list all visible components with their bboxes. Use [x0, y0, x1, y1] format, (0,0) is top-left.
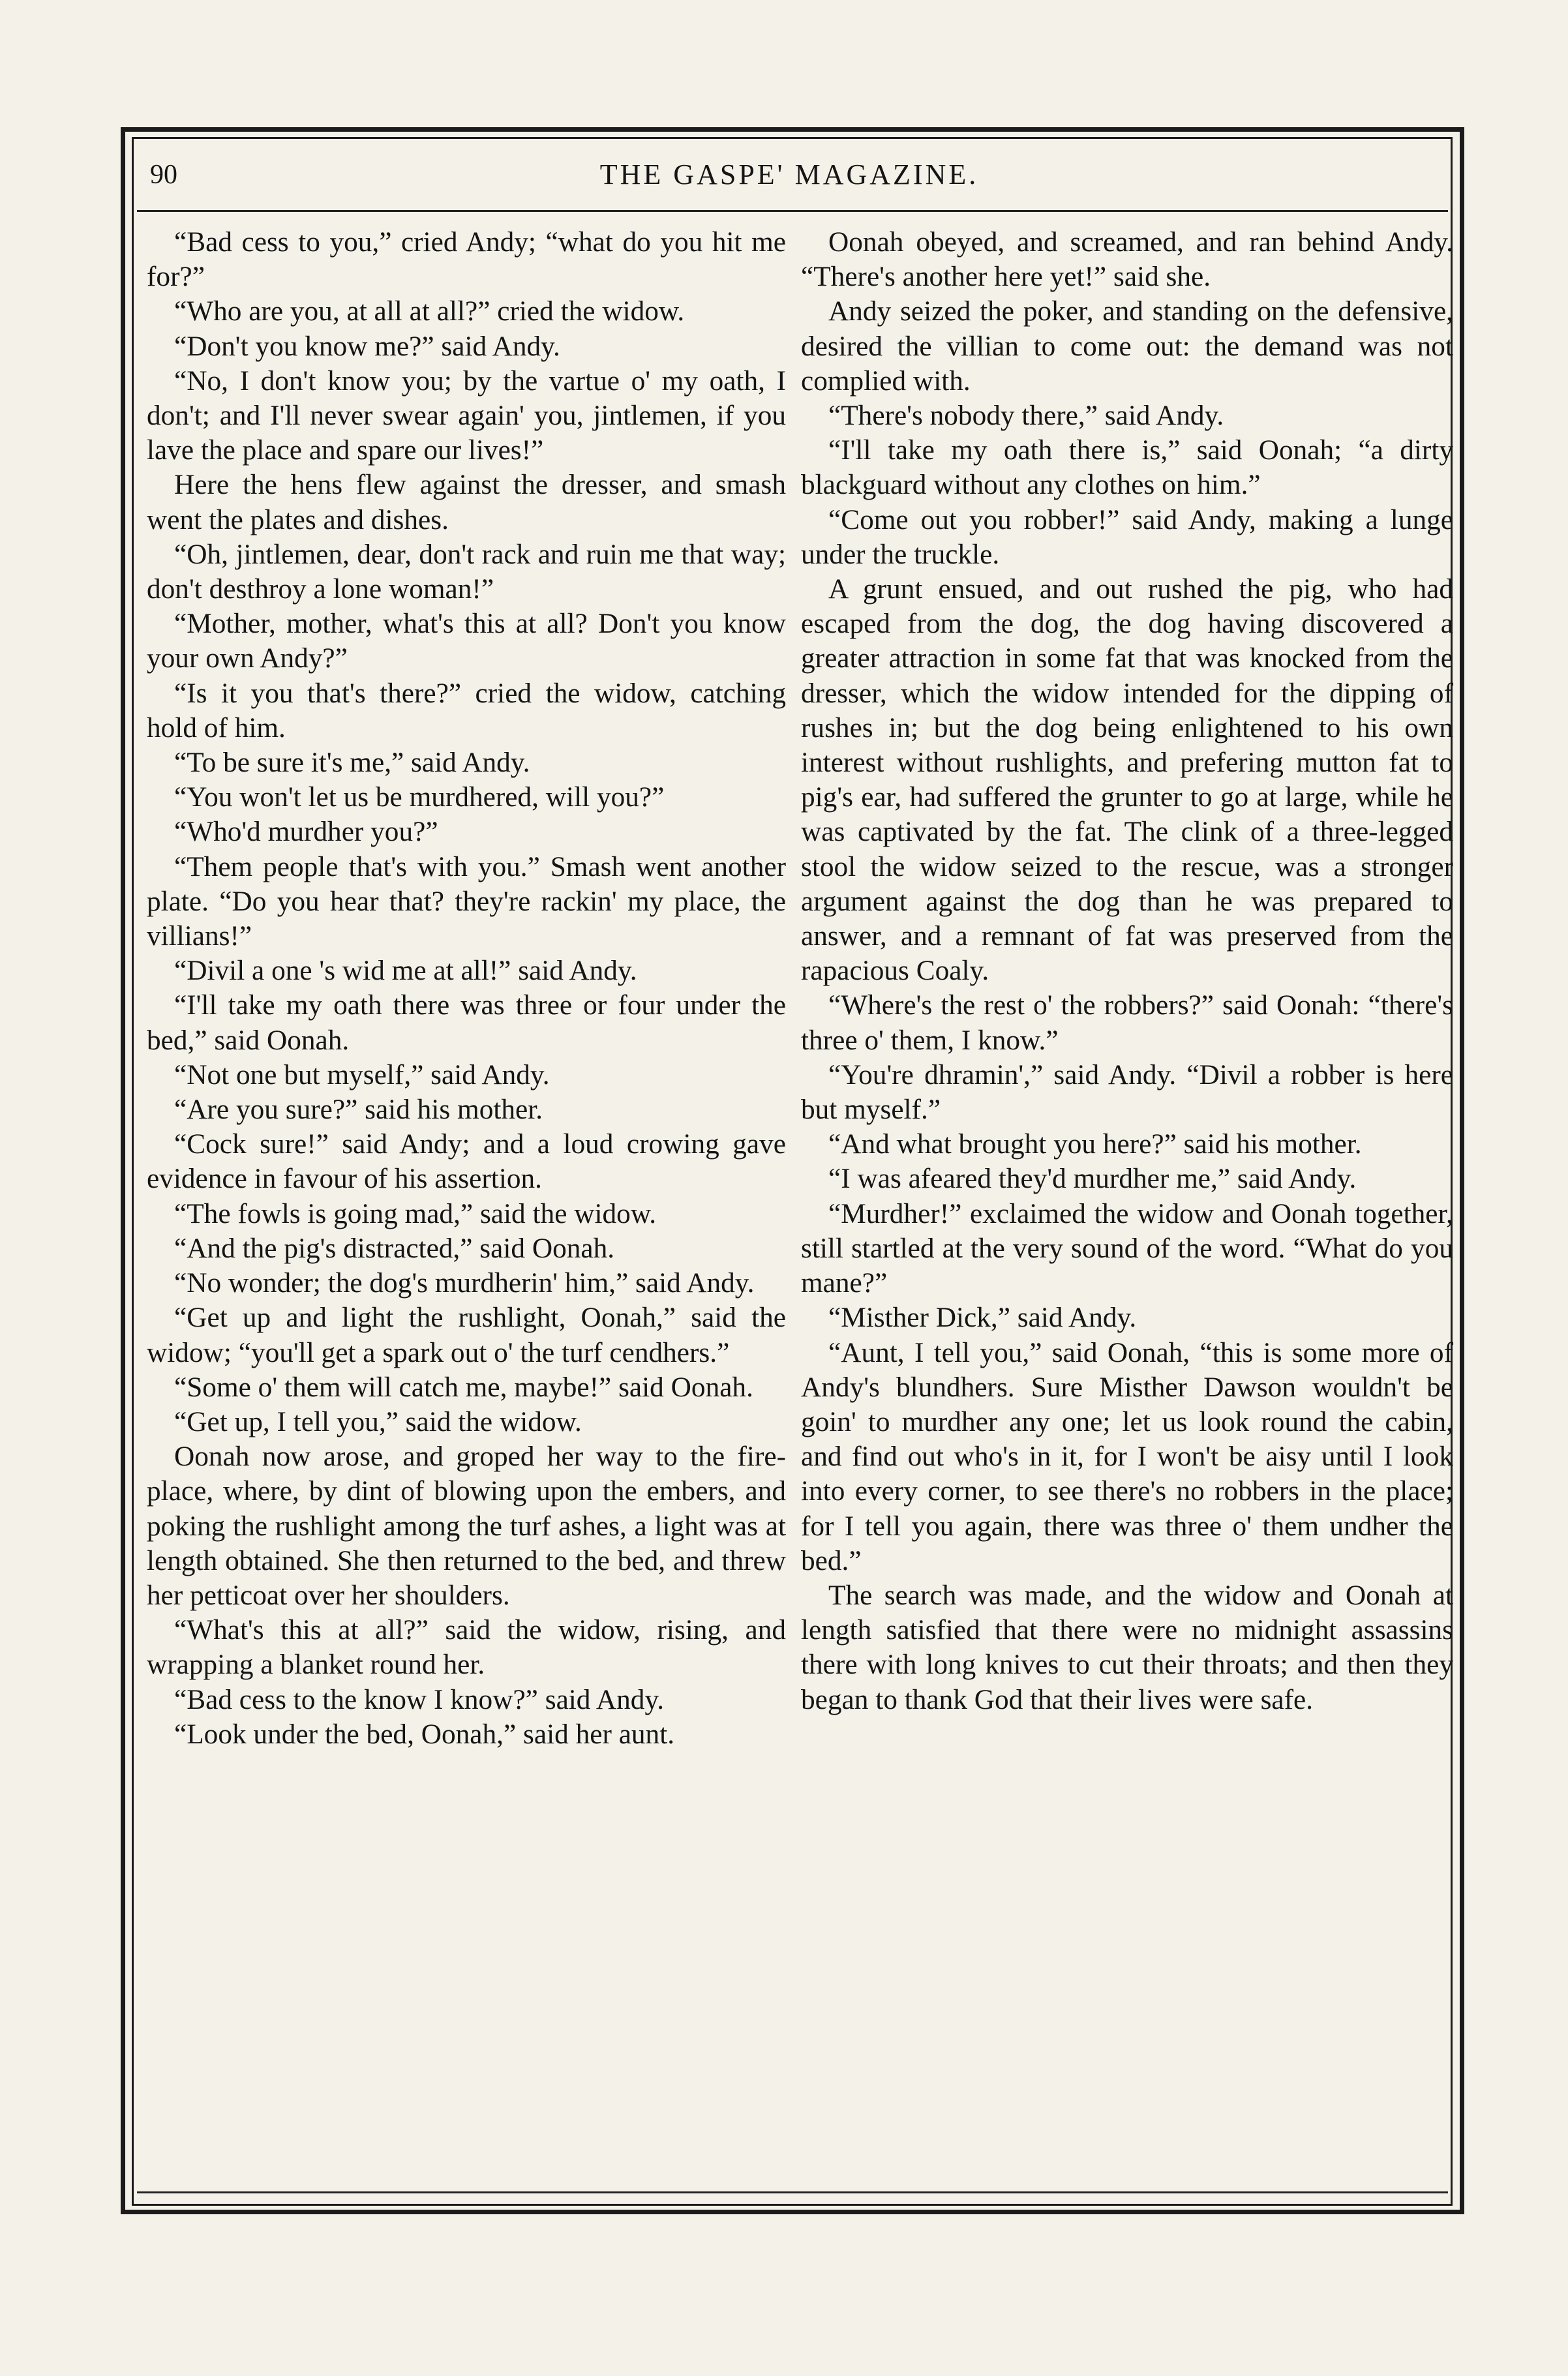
left-paragraph: “Look under the bed, Oonah,” said her aunt. [174, 1718, 675, 1750]
right-paragraph: Andy seized the poker, and standing on the defensive, desired the villian to come out: the demand was not complied with. [801, 295, 1453, 397]
left-paragraph: “Cock sure!” said Andy; and a loud crowing gave evidence in favour of his assertion. [147, 1128, 786, 1195]
right-paragraph: “Where's the rest o' the robbers?” said Oonah: “there's three o' them, I know.” [801, 989, 1453, 1056]
right-paragraph: “And what brought you here?” said his mother. [828, 1128, 1362, 1160]
right-paragraph: “I'll take my oath there is,” said Oonah; “a dirty blackguard without any clothes on him.” [801, 434, 1453, 501]
left-column [147, 225, 786, 1752]
left-paragraph: “No, I don't know you; by the vartue o' my oath, I don't; and I'll never swear again' you, jintlemen, if you lave the place and spare our lives!” [147, 365, 786, 466]
left-paragraph: “Is it you that's there?” cried the widow, catching hold of him. [147, 677, 786, 744]
right-paragraph: Oonah obeyed, and screamed, and ran behind Andy. “There's another here yet!” said she. [801, 226, 1453, 293]
right-paragraph: “I was afeared they'd murdher me,” said Andy. [828, 1163, 1357, 1195]
left-paragraph: “And the pig's distracted,” said Oonah. [174, 1232, 615, 1264]
left-paragraph: Oonah now arose, and groped her way to the fire-place, where, by dint of blowing upon the embers, and poking the rushlight among the turf ashes, a light was at length obtained. She then returned to the bed, and threw her petticoat over her shoulders. [147, 1441, 786, 1611]
left-paragraph: “Bad cess to you,” cried Andy; “what do you hit me for?” [147, 226, 786, 293]
footer-rule [137, 2191, 1448, 2193]
left-paragraph: “You won't let us be murdhered, will you?” [174, 781, 665, 813]
left-paragraph: “Divil a one 's wid me at all!” said Andy. [174, 955, 637, 987]
left-paragraph: “The fowls is going mad,” said the widow. [174, 1197, 657, 1229]
right-paragraph: “Murdher!” exclaimed the widow and Oonah together, still startled at the very sound of the word. “What do you mane?” [801, 1197, 1453, 1299]
right-paragraph: “Come out you robber!” said Andy, making a lunge under the truckle. [801, 504, 1453, 570]
left-paragraph: “Mother, mother, what's this at all? Don't you know your own Andy?” [147, 608, 786, 674]
right-paragraph: “You're dhramin',” said Andy. “Divil a robber is here but myself.” [801, 1059, 1453, 1126]
left-paragraph: “Get up and light the rushlight, Oonah,” said the widow; “you'll get a spark out o' the turf cendhers.” [147, 1302, 786, 1368]
right-paragraph: “Aunt, I tell you,” said Oonah, “this is some more of Andy's blundhers. Sure Misther Dawson wouldn't be goin' to murdher any one; let us look round the cabin, and find out who's in it, for I won't be aisy until I look into every corner, to see there's no robbers in the place; for I tell you again, there was three o' them undher the bed.” [801, 1336, 1453, 1576]
left-paragraph: Here the hens flew against the dresser, and smash went the plates and dishes. [147, 469, 786, 535]
left-paragraph: “No wonder; the dog's murdherin' him,” said Andy. [174, 1267, 755, 1299]
left-paragraph: “Some o' them will catch me, maybe!” said Oonah. [174, 1371, 753, 1403]
left-paragraph: “Bad cess to the know I know?” said Andy. [174, 1683, 665, 1715]
left-paragraph: “Who are you, at all at all?” cried the widow. [174, 295, 685, 327]
left-paragraph: “Oh, jintlemen, dear, don't rack and ruin me that way; don't desthroy a lone woman!” [147, 538, 786, 605]
page-number: 90 [150, 160, 177, 190]
left-paragraph: “Them people that's with you.” Smash went another plate. “Do you hear that? they're rackin' my place, the villians!” [147, 850, 786, 952]
right-paragraph: “Misther Dick,” said Andy. [828, 1302, 1137, 1334]
left-paragraph: “What's this at all?” said the widow, rising, and wrapping a blanket round her. [147, 1614, 786, 1681]
left-paragraph: “Who'd murdher you?” [174, 816, 438, 848]
page-header [137, 155, 1441, 207]
right-paragraph: A grunt ensued, and out rushed the pig, who had escaped from the dog, the dog having discovered a greater attraction in some fat that was knocked from the dresser, which the widow intended for the dipping of rushes in; but the dog being enlightened to his own interest without rushlights, and prefering mutton fat to pig's ear, had suffered the grunter to go at large, while he was captivated by the fat. The clink of a three-legged stool the widow seized to the rescue, was a stronger argument against the dog than he was prepared to answer, and a remnant of fat was preserved from the rapacious Coaly. [801, 573, 1453, 987]
left-paragraph: “Get up, I tell you,” said the widow. [174, 1406, 582, 1437]
right-paragraph: The search was made, and the widow and Oonah at length satisfied that there were no midnight assassins there with long knives to cut their throats; and then they began to thank God that their lives were safe. [801, 1579, 1453, 1715]
left-paragraph: “Don't you know me?” said Andy. [174, 330, 560, 362]
header-rule [137, 210, 1448, 212]
left-paragraph: “I'll take my oath there was three or four under the bed,” said Oonah. [147, 989, 786, 1056]
left-paragraph: “Not one but myself,” said Andy. [174, 1059, 550, 1090]
right-paragraph: “There's nobody there,” said Andy. [828, 400, 1224, 432]
left-paragraph: “Are you sure?” said his mother. [174, 1094, 543, 1126]
magazine-title: THE GASPE' MAGAZINE. [599, 158, 979, 190]
right-column [801, 225, 1453, 1717]
left-paragraph: “To be sure it's me,” said Andy. [174, 747, 530, 779]
